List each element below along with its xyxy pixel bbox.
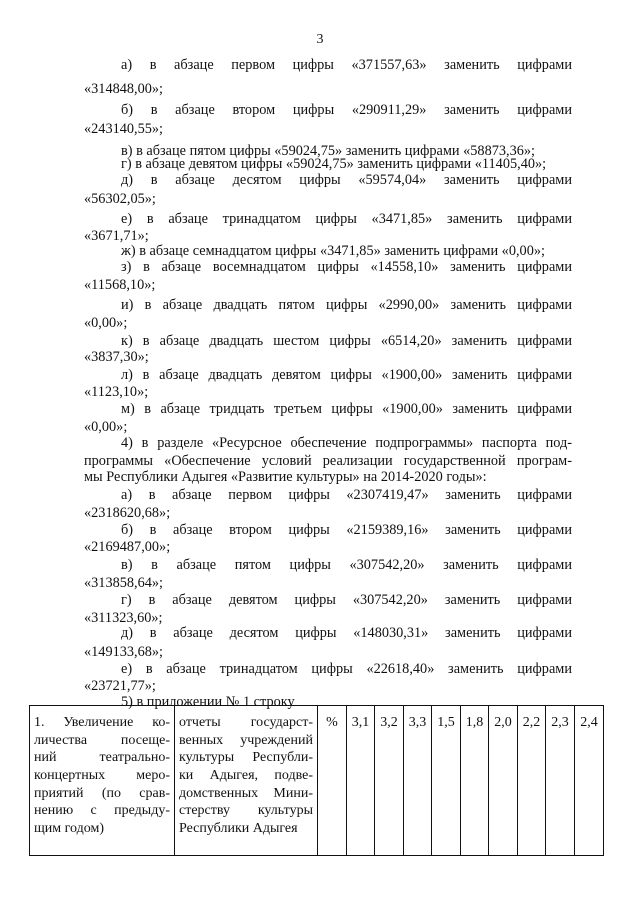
value-cell: 2,0 bbox=[489, 706, 518, 856]
value-cell: 2,2 bbox=[518, 706, 546, 856]
paragraph-line: д) в абзаце десятом цифры «59574,04» заменить цифрами bbox=[121, 172, 572, 188]
paragraph-line: «56302,05»; bbox=[84, 191, 156, 207]
indicator-table bbox=[29, 705, 604, 856]
indicator-cell bbox=[30, 706, 175, 856]
indicator-line: ний театрально- bbox=[34, 750, 170, 766]
page-number: 3 bbox=[316, 32, 324, 47]
paragraph-line: «313858,64»; bbox=[84, 575, 164, 591]
paragraph-line: л) в абзаце двадцать девятом цифры «1900,00» заменить цифрами bbox=[121, 367, 572, 383]
paragraph-line: е) в абзаце тринадцатом цифры «22618,40» заменить цифрами bbox=[121, 661, 572, 677]
indicator-line: концертных меро- bbox=[34, 768, 170, 784]
source-line: домственных Мини- bbox=[179, 785, 313, 801]
paragraph-line: а) в абзаце первом цифры «371557,63» заменить цифрами bbox=[121, 57, 572, 73]
paragraph-line: г) в абзаце девятом цифры «307542,20» заменить цифрами bbox=[121, 592, 572, 608]
paragraph-line: «0,00»; bbox=[84, 419, 128, 435]
value-cell: 3,2 bbox=[375, 706, 404, 856]
paragraph-line: и) в абзаце двадцать пятом цифры «2990,00» заменить цифрами bbox=[121, 297, 572, 313]
source-line: стерству культуры bbox=[179, 803, 313, 819]
paragraph-line: «311323,60»; bbox=[84, 610, 163, 626]
paragraph-line: б) в абзаце втором цифры «2159389,16» заменить цифрами bbox=[121, 522, 572, 538]
paragraph-line: «23721,77»; bbox=[84, 678, 156, 694]
paragraph-line: м) в абзаце тридцать третьем цифры «1900,00» заменить цифрами bbox=[121, 401, 572, 417]
indicator-line: личества посеще- bbox=[34, 732, 170, 748]
paragraph-line: «0,00»; bbox=[84, 315, 128, 331]
paragraph-line: е) в абзаце тринадцатом цифры «3471,85» заменить цифрами bbox=[121, 211, 572, 227]
paragraph-line: «3837,30»; bbox=[84, 349, 149, 365]
value-cell: 2,4 bbox=[575, 706, 604, 856]
paragraph-line: мы Республики Адыгея «Развитие культуры» на 2014-2020 годы»: bbox=[84, 469, 487, 485]
source-line: Республики Адыгея bbox=[179, 821, 298, 837]
paragraph-line: д) в абзаце десятом цифры «148030,31» заменить цифрами bbox=[121, 625, 572, 641]
source-cell bbox=[175, 706, 318, 856]
paragraph-line: программы «Обеспечение условий реализации государственной програм- bbox=[84, 453, 572, 469]
value-cell: 3,1 bbox=[347, 706, 375, 856]
source-line: венных учреждений bbox=[179, 732, 313, 748]
paragraph-line: «2169487,00»; bbox=[84, 539, 171, 555]
paragraph-line: «149133,68»; bbox=[84, 644, 164, 660]
value-cell: 1,8 bbox=[461, 706, 489, 856]
paragraph-line: ж) в абзаце семнадцатом цифры «3471,85» заменить цифрами «0,00»; bbox=[121, 243, 545, 259]
unit-cell: % bbox=[318, 706, 347, 856]
paragraph-line: г) в абзаце девятом цифры «59024,75» заменить цифрами «11405,40»; bbox=[121, 156, 547, 172]
paragraph-line: 4) в разделе «Ресурсное обеспечение подпрограммы» паспорта под- bbox=[121, 435, 572, 451]
value-cell: 3,3 bbox=[404, 706, 432, 856]
paragraph-line: «2318620,68»; bbox=[84, 505, 171, 521]
paragraph-line: з) в абзаце восемнадцатом цифры «14558,10» заменить цифрами bbox=[121, 259, 572, 275]
paragraph-line: «11568,10»; bbox=[84, 277, 156, 293]
paragraph-line: к) в абзаце двадцать шестом цифры «6514,20» заменить цифрами bbox=[121, 333, 572, 349]
paragraph-line: «1123,10»; bbox=[84, 384, 149, 400]
paragraph-line: «243140,55»; bbox=[84, 121, 164, 137]
indicator-line: щим годом) bbox=[34, 821, 104, 837]
indicator-line: 1. Увеличение ко- bbox=[34, 715, 170, 730]
paragraph-line: в) в абзаце пятом цифры «307542,20» заменить цифрами bbox=[121, 557, 572, 573]
indicator-line: приятий (по срав- bbox=[34, 785, 170, 801]
value-cell: 1,5 bbox=[432, 706, 461, 856]
paragraph-line: б) в абзаце втором цифры «290911,29» заменить цифрами bbox=[121, 102, 572, 118]
source-line: культуры Республи- bbox=[179, 750, 313, 766]
paragraph-line: 5) в приложении № 1 строку bbox=[121, 694, 295, 710]
paragraph-line: в) в абзаце пятом цифры «59024,75» заменить цифрами «58873,36»; bbox=[121, 143, 536, 159]
indicator-line: нению с предыду- bbox=[34, 803, 170, 819]
source-line: ки Адыгея, подве- bbox=[179, 768, 313, 784]
table-row bbox=[30, 706, 604, 856]
value-cell: 2,3 bbox=[546, 706, 575, 856]
paragraph-line: «3671,71»; bbox=[84, 228, 149, 244]
paragraph-line: «314848,00»; bbox=[84, 81, 164, 97]
source-line: отчеты государст- bbox=[179, 715, 313, 730]
paragraph-line: а) в абзаце первом цифры «2307419,47» заменить цифрами bbox=[121, 487, 572, 503]
